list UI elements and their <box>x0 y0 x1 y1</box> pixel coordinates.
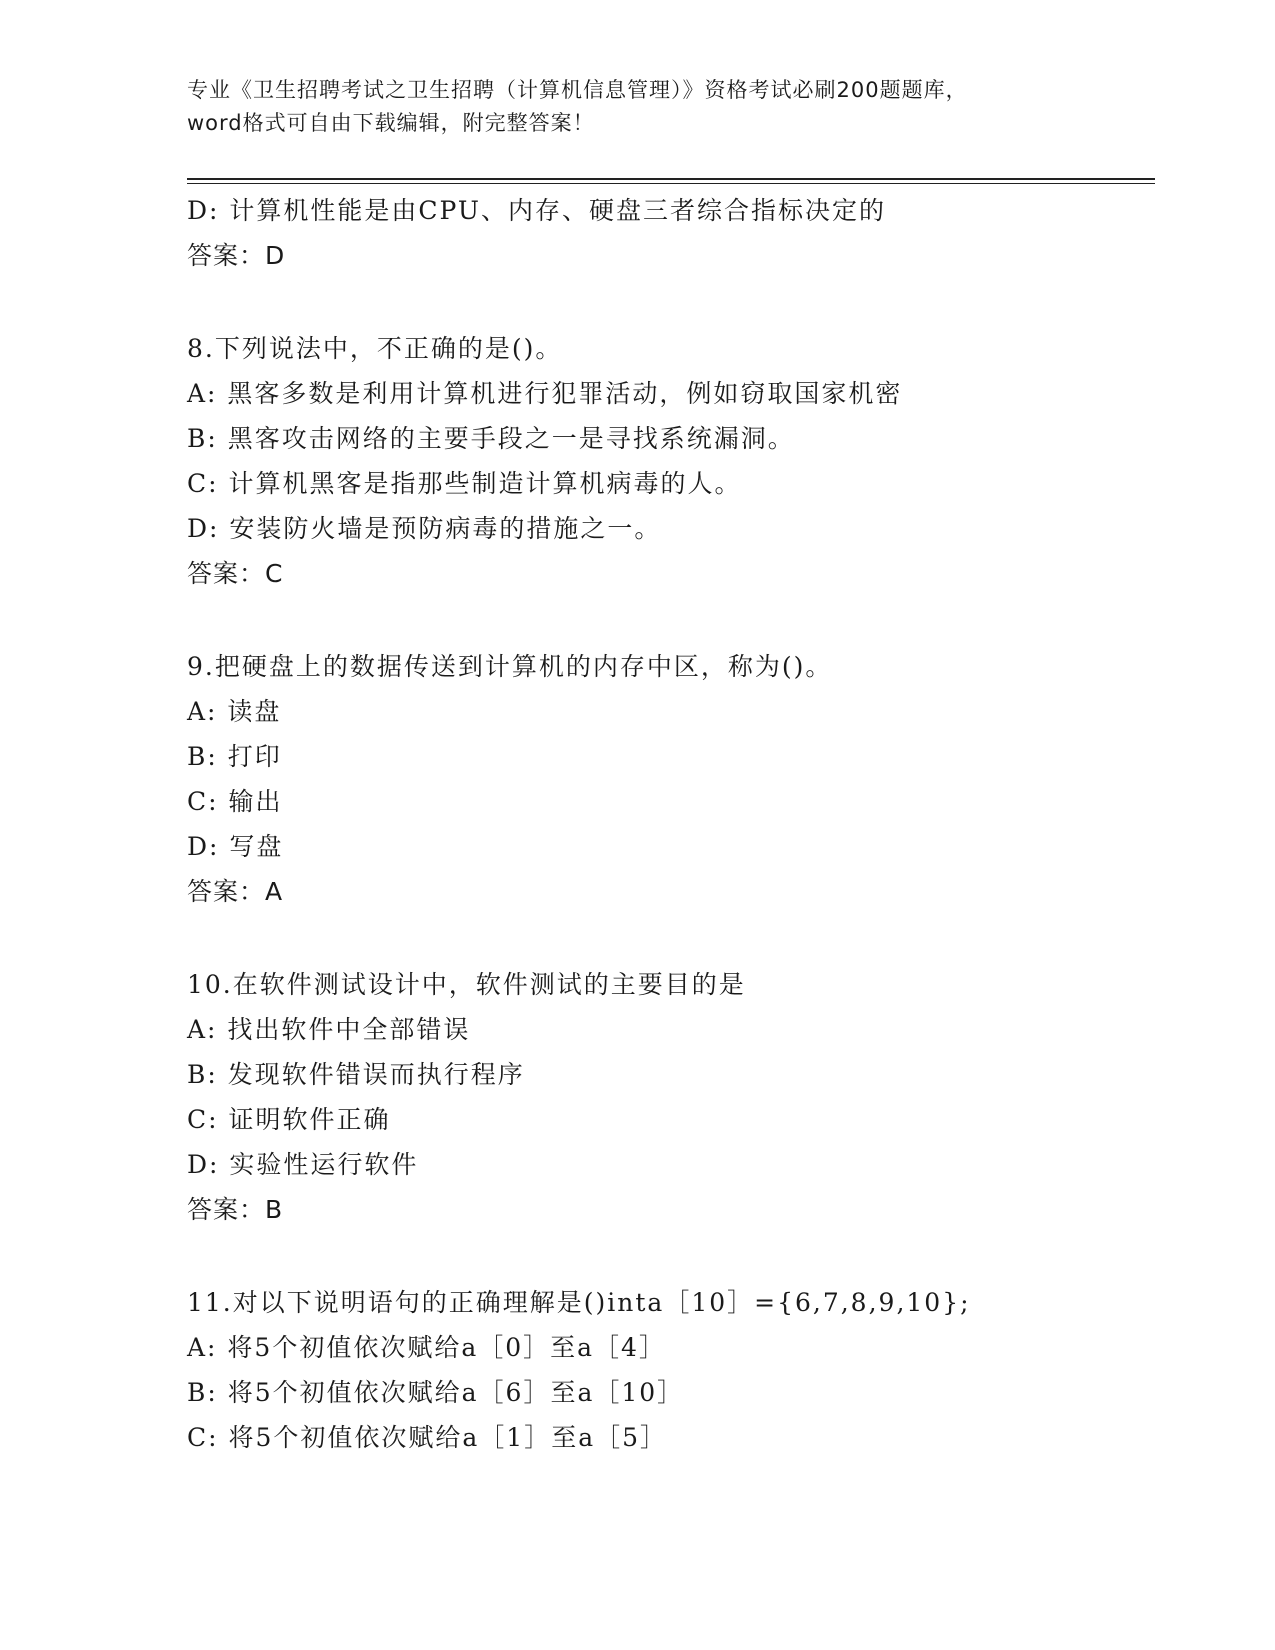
answer-line: 答案：D <box>187 241 286 270</box>
question-10 <box>187 962 1187 1232</box>
question-stem: 10.在软件测试设计中，软件测试的主要目的是 <box>187 970 746 999</box>
option-a: A: 将5个初值依次赋给a［0］至a［4］ <box>187 1333 666 1362</box>
header-line-1: 专业《卫生招聘考试之卫生招聘（计算机信息管理）》资格考试必刷200题题库， <box>187 78 968 102</box>
option-c: C: 计算机黑客是指那些制造计算机病毒的人。 <box>187 469 742 498</box>
option-d: D: 安装防火墙是预防病毒的措施之一。 <box>187 514 662 543</box>
option-b: B: 黑客攻击网络的主要手段之一是寻找系统漏洞。 <box>187 424 795 453</box>
option-c: C: 输出 <box>187 787 283 816</box>
option-c: C: 将5个初值依次赋给a［1］至a［5］ <box>187 1423 668 1452</box>
document-header <box>187 74 1087 140</box>
option-a: A: 找出软件中全部错误 <box>187 1015 471 1044</box>
option-d: D: 计算机性能是由CPU、内存、硬盘三者综合指标决定的 <box>187 196 886 225</box>
option-a: A: 黑客多数是利用计算机进行犯罪活动，例如窃取国家机密 <box>187 379 903 408</box>
answer-line: 答案：C <box>187 559 284 588</box>
option-c: C: 证明软件正确 <box>187 1105 391 1134</box>
partial-question <box>187 188 1187 278</box>
header-divider <box>187 178 1155 184</box>
question-stem: 9.把硬盘上的数据传送到计算机的内存中区，称为()。 <box>187 652 833 681</box>
option-a: A: 读盘 <box>187 697 282 726</box>
option-b: B: 打印 <box>187 742 282 771</box>
question-stem: 8.下列说法中，不正确的是()。 <box>187 334 563 363</box>
question-9 <box>187 644 1187 914</box>
header-line-2: word格式可自由下载编辑，附完整答案！ <box>187 111 595 135</box>
question-list <box>187 188 1187 1460</box>
question-11 <box>187 1280 1187 1460</box>
option-d: D: 写盘 <box>187 832 284 861</box>
option-b: B: 将5个初值依次赋给a［6］至a［10］ <box>187 1378 685 1407</box>
question-8 <box>187 326 1187 596</box>
option-b: B: 发现软件错误而执行程序 <box>187 1060 525 1089</box>
answer-line: 答案：B <box>187 1195 284 1224</box>
question-stem: 11.对以下说明语句的正确理解是()inta［10］={6,7,8,9,10}; <box>187 1288 971 1317</box>
option-d: D: 实验性运行软件 <box>187 1150 419 1179</box>
answer-line: 答案：A <box>187 877 284 906</box>
